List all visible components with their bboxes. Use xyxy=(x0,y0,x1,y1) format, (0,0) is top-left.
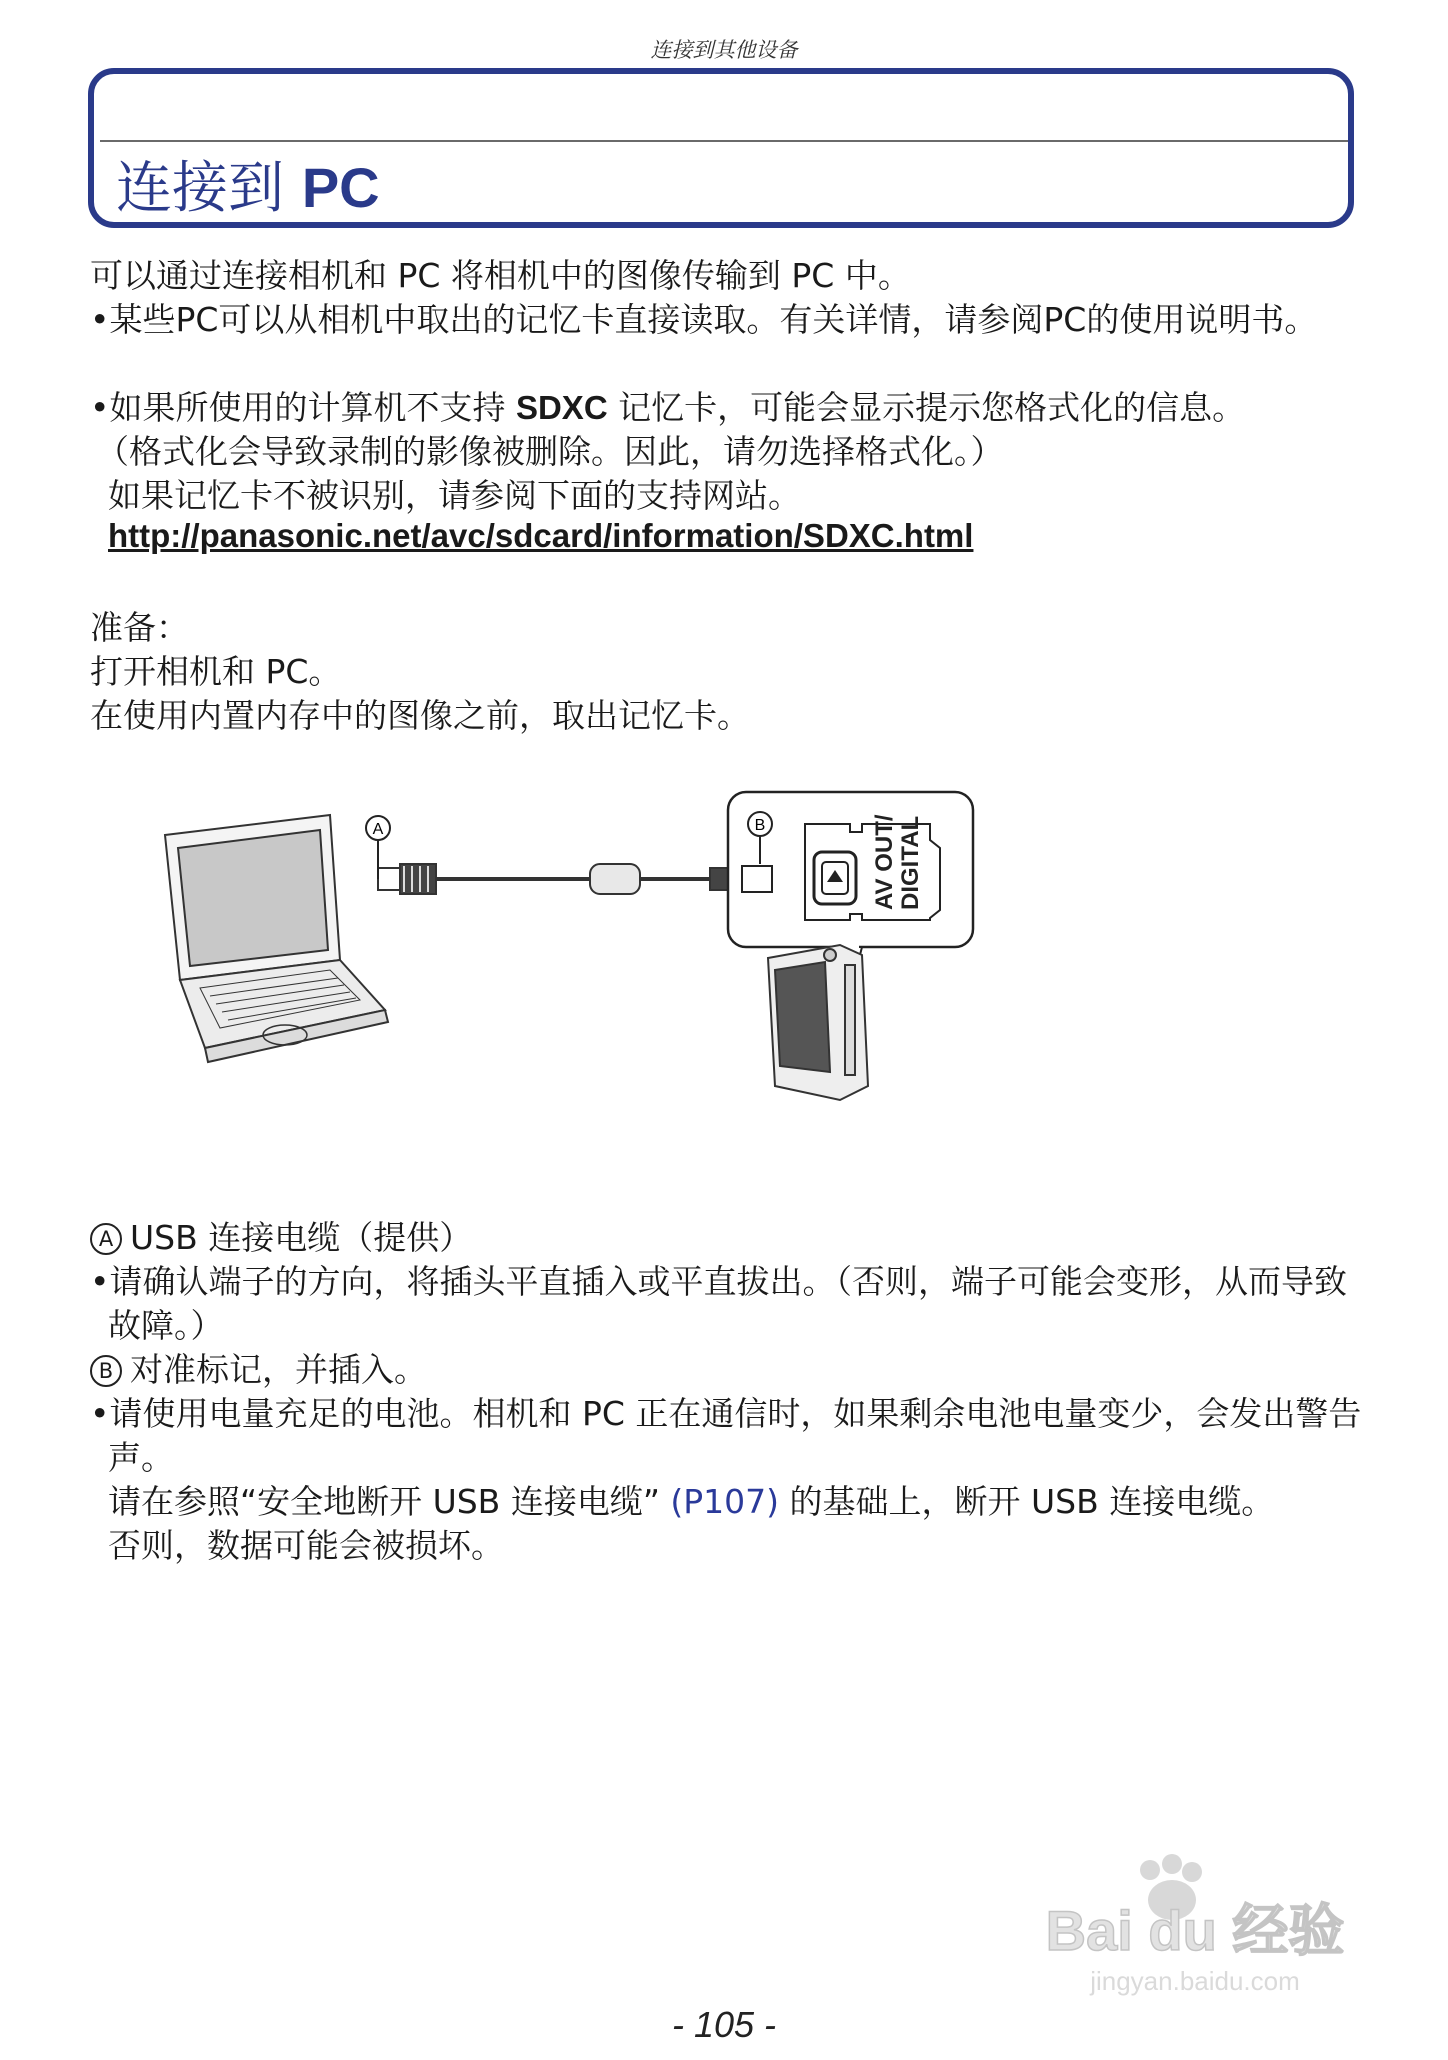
sdxc-bold: SDXC xyxy=(515,389,608,426)
title-box xyxy=(88,68,1354,228)
sdxc-pre: •如果所使用的计算机不支持 xyxy=(90,388,516,427)
sdxc-format-note: （格式化会导致录制的影像被删除。因此，请勿选择格式化。） xyxy=(96,432,1004,471)
page-title-pc: PC xyxy=(301,156,380,219)
safe-removal-pre: 请在参照“安全地断开 USB 连接电缆” xyxy=(108,1482,671,1521)
diagram-label-a: A xyxy=(372,821,384,838)
camera-illustration xyxy=(768,945,868,1100)
bullet-card-reader: •某些PC可以从相机中取出的记忆卡直接读取。有关详情，请参阅PC的使用说明书。 xyxy=(90,300,1318,339)
page-number: - 105 - xyxy=(671,2004,777,2045)
sdxc-support-note: 如果记忆卡不被识别，请参阅下面的支持网站。 xyxy=(108,476,801,515)
watermark-url: jingyan.baidu.com xyxy=(1090,1966,1300,1996)
page-title-text: 连接到 xyxy=(116,156,302,221)
port-label-line1: AV OUT/ xyxy=(871,814,898,910)
watermark-brand: Bai du 经验 xyxy=(1045,1899,1345,1962)
usb-plug-icon xyxy=(378,864,436,894)
note-data-damage: 否则，数据可能会被损坏。 xyxy=(108,1526,504,1565)
page-reference-link[interactable]: (P107) xyxy=(670,1482,780,1521)
note-b-text: 对准标记，并插入。 xyxy=(130,1350,427,1389)
page-title xyxy=(116,156,380,221)
ferrite-core xyxy=(590,864,640,894)
note-a-label: A xyxy=(90,1223,122,1255)
prep-heading: 准备： xyxy=(90,608,189,647)
laptop-illustration xyxy=(165,815,388,1062)
port-label-line2: DIGITAL xyxy=(897,815,924,910)
title-rule xyxy=(100,140,1348,142)
note-safe-removal xyxy=(108,1480,1368,1524)
running-head: 连接到其他设备 xyxy=(650,38,798,62)
support-url-link[interactable]: http://panasonic.net/avc/sdcard/information/SDXC.html xyxy=(108,517,974,554)
note-b xyxy=(90,1348,1370,1392)
bullet-sdxc xyxy=(90,386,1370,430)
safe-removal-post: 的基础上，断开 USB 连接电缆。 xyxy=(779,1482,1275,1521)
prep-line2: 在使用内置内存中的图像之前，取出记忆卡。 xyxy=(90,696,750,735)
note-battery-bullet: •请使用电量充足的电池。相机和 PC 正在通信时，如果剩余电池电量变少，会发出警告声。 xyxy=(90,1394,1362,1477)
prep-line1: 打开相机和 PC。 xyxy=(90,652,342,691)
intro-paragraph: 可以通过连接相机和 PC 将相机中的图像传输到 PC 中。 xyxy=(90,256,911,295)
connection-diagram xyxy=(150,790,1300,1190)
note-a-bullet: •请确认端子的方向，将插头平直插入或平直拔出。（否则，端子可能会变形，从而导致故障。） xyxy=(90,1262,1347,1345)
baidu-watermark xyxy=(1020,1850,1370,2000)
note-a xyxy=(90,1216,1370,1260)
note-b-label: B xyxy=(90,1355,122,1387)
sdxc-post: 记忆卡，可能会显示提示您格式化的信息。 xyxy=(607,388,1246,427)
note-a-text: USB 连接电缆（提供） xyxy=(130,1218,473,1257)
diagram-label-b: B xyxy=(754,817,766,834)
